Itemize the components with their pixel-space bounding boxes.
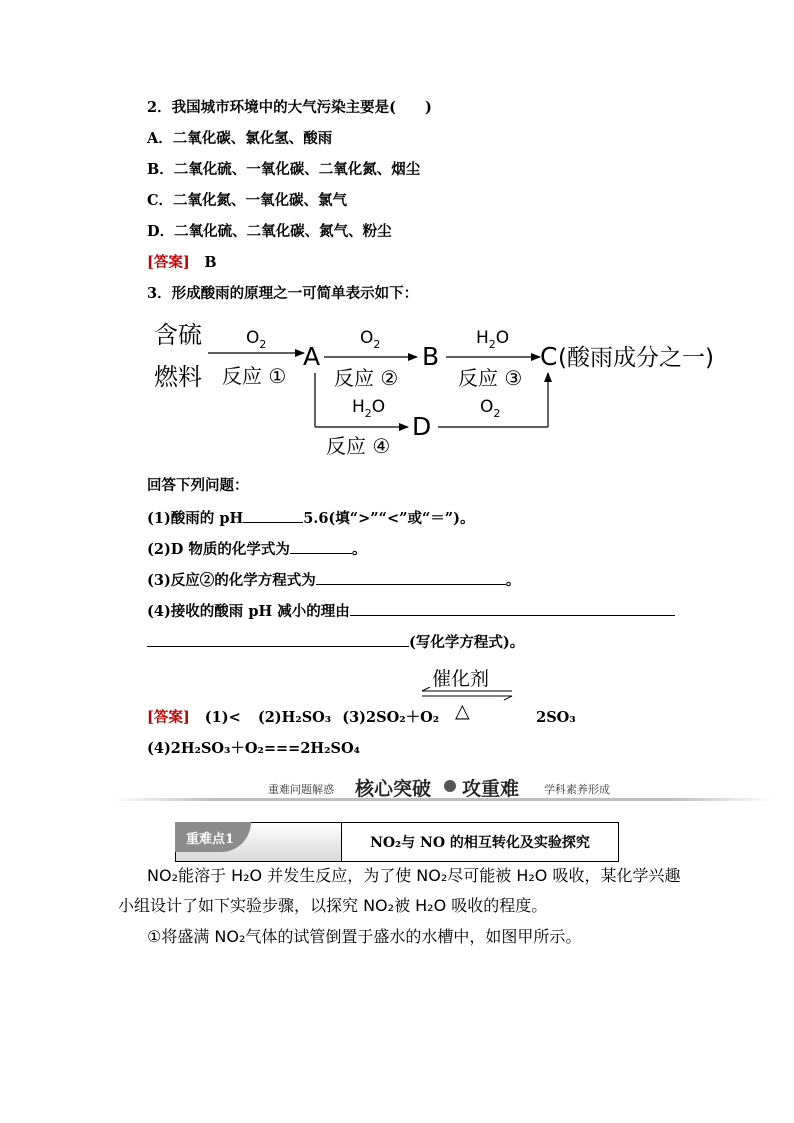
q3-sub3-pre: (3)反应②的化学方程式为 (147, 572, 316, 589)
node-c: C (540, 342, 558, 371)
q3-sub4-pre: (4)接收的酸雨 pH 减小的理由 (147, 603, 350, 620)
banner-main-2: 攻重难 (462, 778, 520, 800)
q2-option-d: D．二氧化硫、二氧化碳、氮气、粉尘 (147, 223, 392, 240)
q2-answer-line (147, 254, 217, 272)
q3-ans1: (1)< (204, 709, 241, 726)
q3-ans3-product: 2SO₃ (536, 709, 576, 726)
q3-answer-line (147, 709, 576, 727)
q3-sub4 (147, 601, 675, 621)
q3-ans4: (4)2H₂SO₃＋O₂===2H₂SO₄ (147, 740, 360, 757)
q2-stem: 2．我国城市环境中的大气污染主要是( ) (147, 99, 432, 116)
banner-bullet-icon (444, 780, 456, 792)
q3-answer-tag: [答案] (147, 709, 190, 726)
body-para-1-line-1: NO₂能溶于 H₂O 并发生反应，为了使 NO₂尽可能被 H₂O 吸收，某化学兴趣 (147, 866, 681, 885)
reaction-1-label: 反应 ① (222, 364, 287, 388)
keypoint-box (175, 822, 619, 862)
q3-sub2-post: 。 (351, 541, 367, 558)
q2-option-a: A．二氧化碳、氯化氢、酸雨 (147, 130, 333, 147)
node-b: B (422, 342, 440, 371)
q3-ans3: (3)2SO₂＋O₂ (342, 709, 440, 726)
q3-sub1-blank[interactable] (243, 508, 303, 523)
q3-ans2: (2)H₂SO₃ (257, 709, 332, 726)
body-para-2: ①将盛满 NO₂气体的试管倒置于盛水的水槽中，如图甲所示。 (147, 927, 582, 946)
q2-answer-tag: [答案] (147, 254, 190, 271)
catalyst-label: 催化剂 (432, 668, 490, 690)
o2-label-1: $O_2$ (246, 328, 267, 351)
q3-sub3-blank[interactable] (316, 570, 506, 585)
q3-sub3 (147, 570, 520, 590)
fuel-label-2: 燃料 (154, 363, 202, 391)
q2-option-b: B．二氧化硫、一氧化碳、二氧化氮、烟尘 (147, 161, 421, 178)
q3-sub2-blank[interactable] (290, 539, 352, 554)
q3-sub4-cont (147, 632, 524, 652)
fuel-label-1: 含硫 (154, 321, 202, 349)
node-a: A (303, 342, 321, 371)
banner-left-text: 重难问题解惑 (268, 783, 334, 796)
node-d: D (412, 412, 432, 441)
banner-right-text: 学科素养形成 (544, 783, 610, 796)
q3-sub3-post: 。 (505, 572, 521, 589)
banner-main-1: 核心突破 (355, 778, 432, 800)
acid-rain-flow-diagram (140, 315, 780, 465)
keypoint-tag: 重难点1 (186, 832, 235, 847)
reversible-arrow (418, 687, 518, 701)
q3-sub1-post: 5.6(填“>”“<”或“＝”)。 (303, 510, 475, 527)
q3-stem: 3．形成酸雨的原理之一可简单表示如下： (147, 285, 419, 302)
reaction-3-label: 反应 ③ (458, 366, 523, 390)
body-para-1-line-2: 小组设计了如下实验步骤，以探究 NO₂被 H₂O 吸收的程度。 (118, 896, 548, 915)
banner-rule (112, 798, 774, 801)
q3-sub1 (147, 508, 475, 528)
q3-sub4-post: (写化学方程式)。 (409, 634, 525, 651)
reaction-2-label: 反应 ② (334, 366, 399, 390)
h2o-label-1: $H_2O$ (476, 328, 510, 351)
q3-sub4-blank-1[interactable] (350, 601, 675, 616)
keypoint-tag-cell (176, 823, 342, 861)
q2-option-c: C．二氧化氮、一氧化碳、氯气 (147, 192, 348, 209)
o2-label-2: $O_2$ (360, 328, 381, 351)
keypoint-title: NO₂与 NO 的相互转化及实验探究 (370, 835, 590, 851)
node-c-note: (酸雨成分之一) (558, 345, 714, 371)
o2-label-3: $O_2$ (480, 397, 501, 420)
section-banner (112, 772, 774, 806)
heat-symbol: △ (455, 700, 470, 722)
q2-answer: B (204, 254, 217, 271)
q3-sub4-blank-2[interactable] (147, 632, 409, 647)
q3-prompt: 回答下列问题： (147, 477, 249, 494)
q3-sub2-pre: (2)D 物质的化学式为 (147, 541, 290, 558)
q3-sub1-pre: (1)酸雨的 pH (147, 510, 244, 527)
reaction-4-label: 反应 ④ (326, 434, 391, 458)
q3-sub2 (147, 539, 366, 559)
h2o-label-2: $H_2O$ (352, 397, 386, 420)
